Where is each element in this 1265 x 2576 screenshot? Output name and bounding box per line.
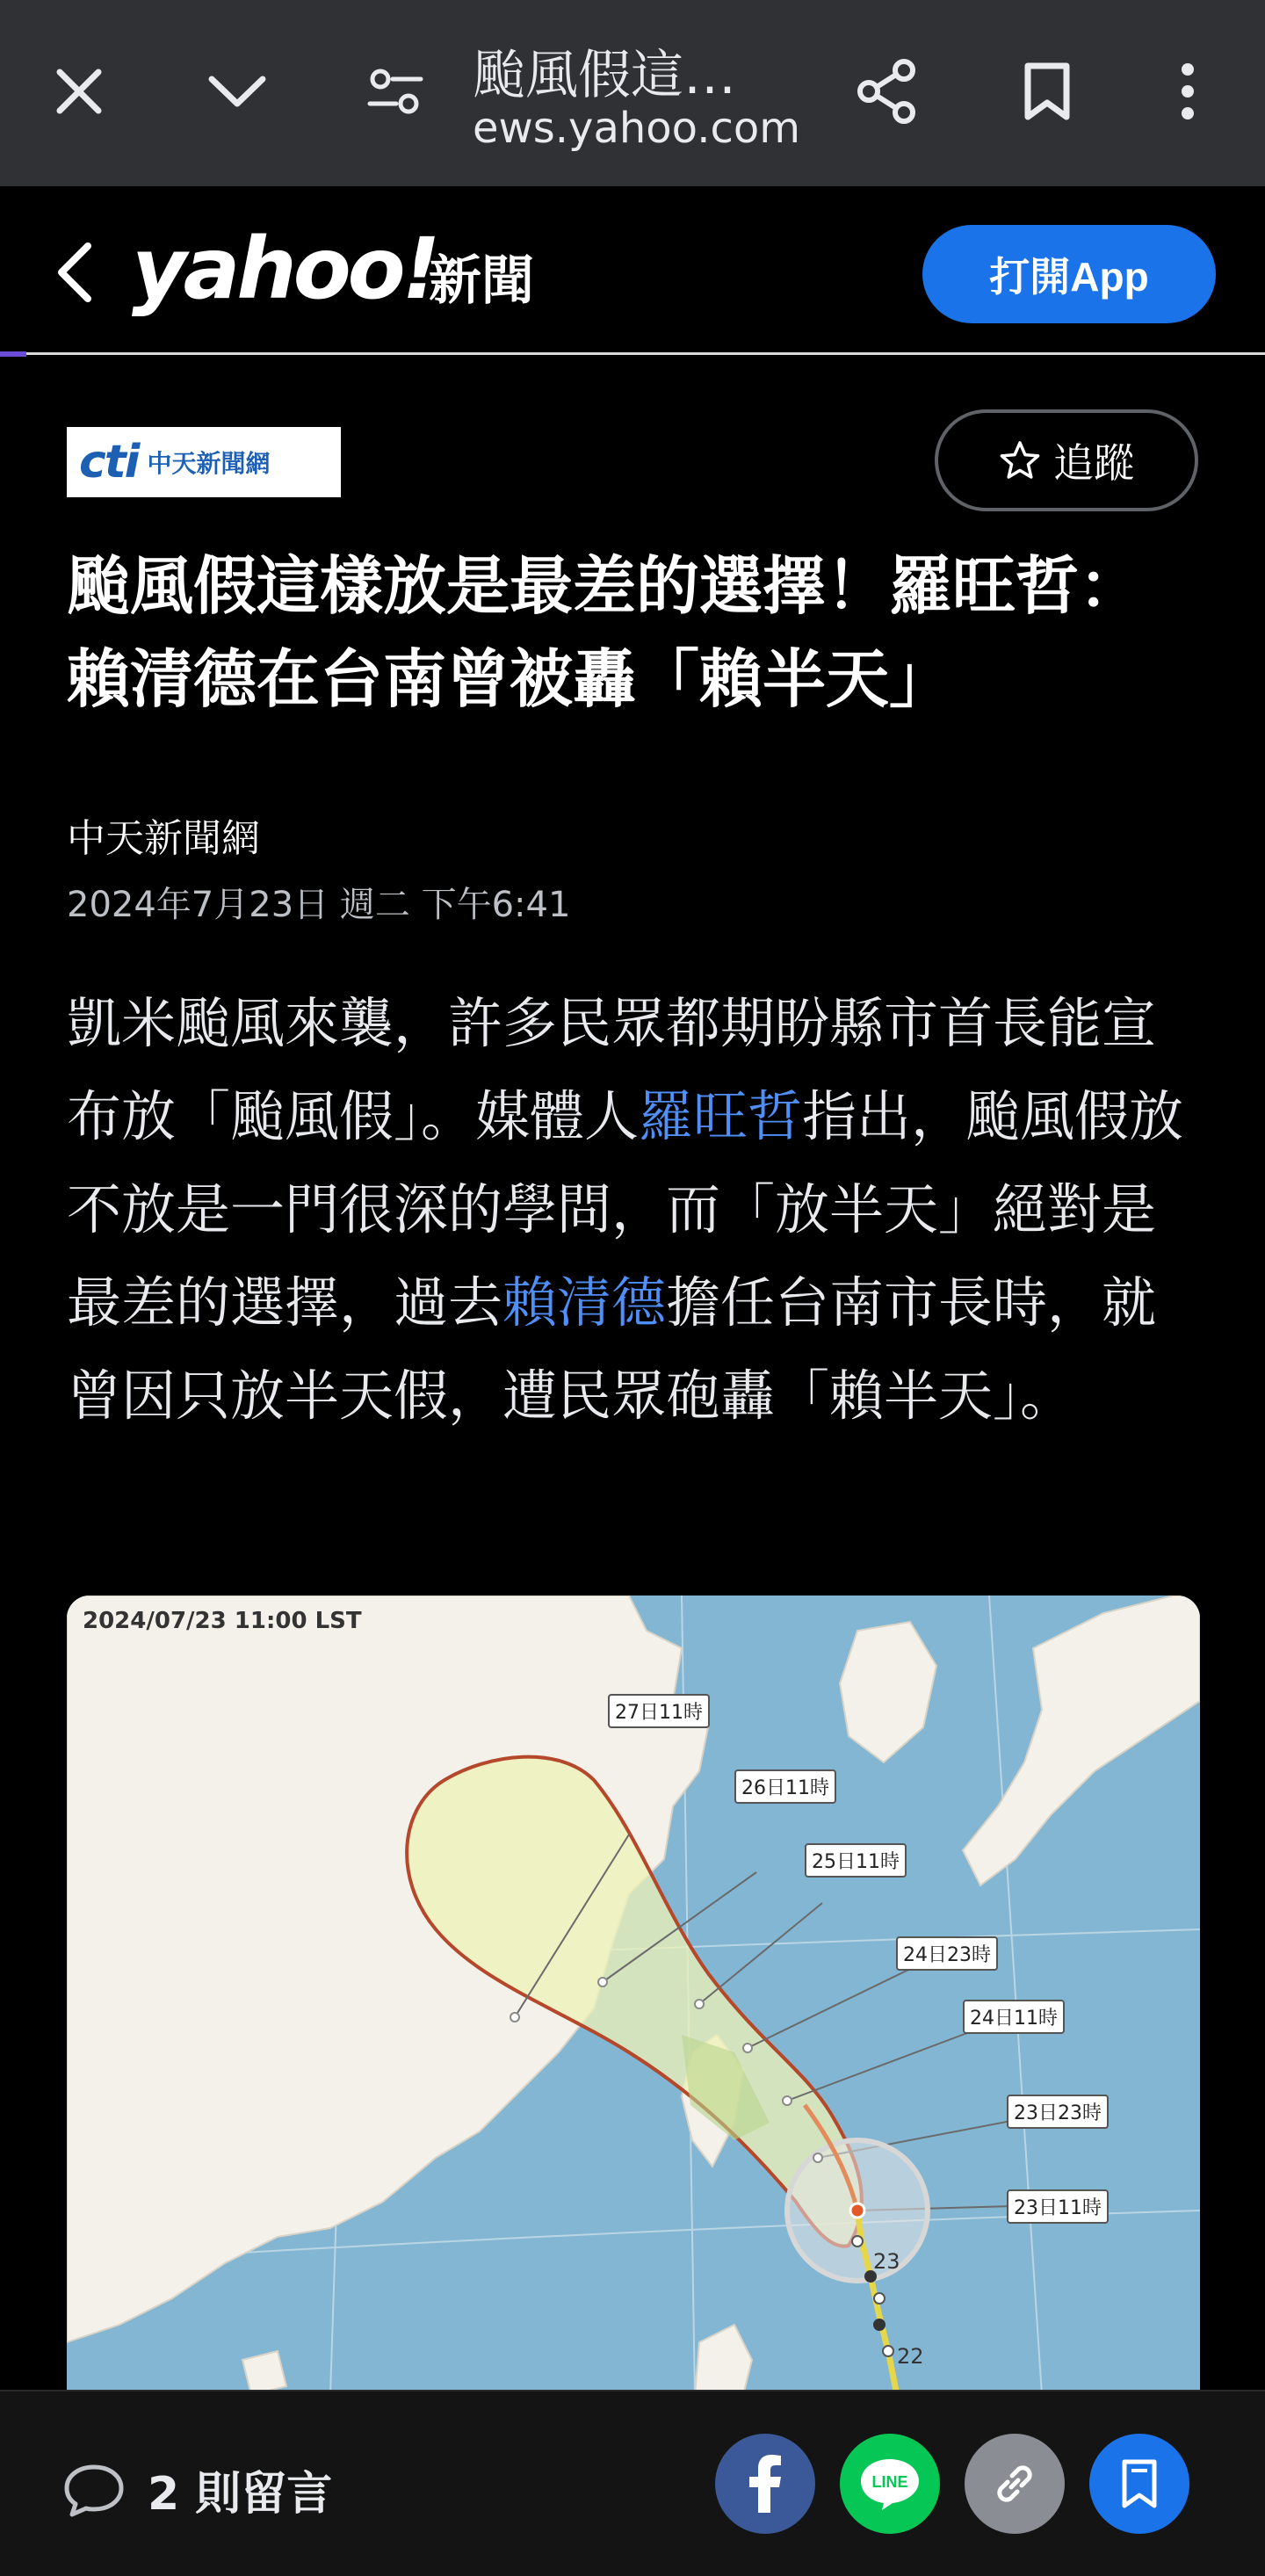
source-logo[interactable] (67, 427, 341, 497)
track-day-label: 23 (873, 2249, 900, 2274)
close-tab-button[interactable] (37, 49, 121, 134)
line-icon (857, 2456, 922, 2512)
comments-button[interactable] (61, 2457, 332, 2522)
comments-count: 2 則留言 (148, 2468, 333, 2521)
save-article-button[interactable] (1089, 2434, 1189, 2534)
copy-link-button[interactable] (965, 2434, 1065, 2534)
chevron-left-icon (46, 237, 109, 308)
chevron-down-icon (206, 72, 268, 111)
bookmark-button[interactable] (1005, 49, 1089, 134)
forecast-label: 24日11時 (963, 2000, 1065, 2034)
minimize-button[interactable] (195, 49, 279, 134)
page-settings-button[interactable] (353, 49, 437, 134)
body-text-segment: 擔任台南市長時，就曾因只放半天假，遭民眾砲轟「賴半天」。 (67, 1270, 1157, 1428)
svg-text:LINE: LINE (871, 2473, 908, 2491)
share-icon (857, 58, 918, 125)
forecast-label: 23日23時 (1007, 2095, 1109, 2129)
star-outline-icon (999, 439, 1041, 481)
reading-progress-bar (0, 351, 26, 357)
forecast-label: 26日11時 (734, 1769, 836, 1804)
follow-button[interactable] (935, 409, 1198, 511)
map-timestamp: 2024/07/23 11:00 LST (83, 1608, 362, 1634)
person-link-lai-ching-te[interactable]: 賴清德 (502, 1270, 667, 1335)
article-author[interactable]: 中天新聞網 (67, 816, 260, 861)
bookmark-icon (1120, 2458, 1159, 2509)
tune-icon (366, 67, 424, 116)
article-headline: 颱風假這樣放是最差的選擇！羅旺哲：賴清德在台南曾被轟「賴半天」 (67, 549, 1143, 716)
article-date: 2024年7月23日 週二 下午6:41 (67, 885, 571, 925)
track-day-label: 22 (897, 2344, 924, 2369)
more-menu-button[interactable] (1146, 49, 1230, 134)
close-icon (53, 65, 105, 118)
back-button[interactable] (46, 237, 109, 308)
forecast-label: 27日11時 (608, 1694, 710, 1728)
forecast-label: 23日11時 (1007, 2189, 1109, 2224)
comment-bubble-icon (61, 2462, 126, 2518)
typhoon-forecast-map[interactable] (67, 1596, 1200, 2395)
more-vert-icon (1179, 61, 1196, 122)
section-name: 新聞 (429, 250, 534, 312)
forecast-label: 25日11時 (805, 1843, 907, 1878)
bottom-action-bar (0, 2390, 1265, 2576)
article-body (67, 977, 1204, 1443)
bookmark-outline-icon (1023, 61, 1072, 122)
source-logo-name: 中天新聞網 (147, 449, 271, 478)
forecast-label: 24日23時 (896, 1936, 998, 1971)
body-text-segment: 指出，颱風假放不放是一門很深的學問，而「放半天」絕對是最差的選擇，過去 (67, 1084, 1184, 1335)
tab-title[interactable]: 颱風假這… (473, 45, 736, 106)
person-link-luo-wangzhe[interactable]: 羅旺哲 (639, 1084, 803, 1148)
follow-label: 追蹤 (1053, 439, 1134, 487)
yahoo-logo[interactable]: yahoo! (132, 220, 437, 318)
share-button[interactable] (845, 49, 929, 134)
body-text-segment: 凱米颱風來襲，許多民眾都期盼縣市首長能宣布放「颱風假」。媒體人 (67, 991, 1157, 1148)
share-line-button[interactable] (840, 2434, 940, 2534)
open-app-button[interactable]: 打開App (922, 225, 1216, 323)
source-logo-mark: cti (79, 436, 139, 488)
site-header (0, 186, 1265, 355)
share-facebook-button[interactable] (715, 2434, 815, 2534)
link-icon (988, 2457, 1041, 2510)
facebook-icon (748, 2455, 783, 2513)
browser-toolbar (0, 0, 1265, 186)
url-host[interactable]: ews.yahoo.com (473, 104, 800, 153)
